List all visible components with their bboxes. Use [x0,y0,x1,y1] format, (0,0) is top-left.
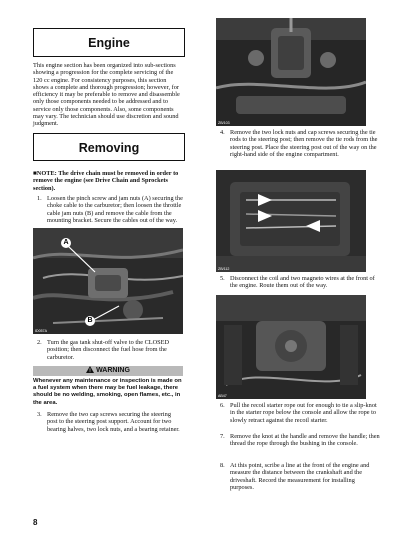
steering-post-photo [216,18,366,126]
note-prefix: ■NOTE: [33,170,57,177]
step-2 [37,339,183,361]
callout-a-label: A [63,239,69,246]
step-number: 4. [220,129,225,136]
step-text: At this point, scribe a line at the front of the engine and measure the distance between the crankshaft and the driveshaft. Record the measurement for installing purposes. [230,462,370,491]
callout-a [61,238,71,248]
magneto-wires-photo [216,170,366,272]
callout-b-label: B [87,317,93,324]
removing-heading-box [33,133,185,161]
engine-heading-box [33,28,185,57]
step-number: 7. [220,433,225,440]
photo1-id: ID057A [35,329,47,333]
step-text: Remove the two lock nuts and cap screws securing the tie rods to the steering post; then remove the tie rods from the steering post. Place the steering post out of the way on the right-hand side of the engine compartment. [230,129,378,158]
engine-heading: Engine [88,36,130,50]
page-number: 8 [33,518,38,527]
removing-heading: Removing [78,141,140,155]
step-3 [37,411,183,433]
photo4-id: AB47 [218,394,227,398]
carburetor-photo [33,228,183,334]
step-number: 2. [37,339,42,346]
step-text: Loosen the pinch screw and jam nuts (A) securing the choke cable to the carburetor; then loosen the throttle cable jam nuts (B) and remove the cable from the mounting bracket. Secure the cables out of the way. [47,195,183,224]
step-4 [220,129,380,158]
step-number: 5. [220,275,225,282]
step-5 [220,275,380,290]
recoil-starter-photo [216,295,366,399]
step-8 [220,462,380,491]
carburetor-photo-graphic [33,228,183,334]
step-number: 6. [220,402,225,409]
step-6 [220,402,380,424]
photo3-id: ZB/112 [218,267,230,271]
intro-paragraph: This engine section has been organized into sub-sections showing a progression for the complete servicing of the 120 cc engine. For consistency purposes, this section shows a complete and thorough progression; however, for efficiency it may be preferable to remove and disassemble only those components needed to be addressed and to service only those components. Also, some components may vary. The technician should use discretion and sound judgment. [33,62,180,128]
magneto-wires-photo-graphic [216,170,366,272]
step-1 [37,195,183,224]
step-text: Remove the two cap screws securing the steering post to the steering post support. Account for two bearing halves, two lock nuts, and a bearing retainer. [47,411,180,433]
warning-heading: WARNING [96,367,130,374]
warning-box [33,366,183,407]
callout-b [85,316,95,326]
step-number: 3. [37,411,42,418]
warning-text: Whenever any maintenance or inspection is made on a fuel system when there may be fuel leakage, there should be no welding, smoking, open flames, etc., in the area. [33,378,182,406]
warning-header [33,366,183,376]
step-7 [220,433,380,448]
step-number: 1. [37,195,42,202]
recoil-starter-photo-graphic [216,295,366,399]
step-number: 8. [220,462,225,469]
step-text: Turn the gas tank shut-off valve to the CLOSED position; then disconnect the fuel hose from the carburetor. [47,339,170,361]
step-text: Pull the recoil starter rope out for enough to tie a slip-knot in the starter rope below the console and allow the rope to slowly retract against the recoil starter. [230,402,377,424]
warning-triangle-icon [86,366,94,373]
photo2-id: ZB/103 [218,121,230,125]
drive-chain-note [33,170,183,192]
steering-post-photo-graphic [216,18,366,126]
step-text: Disconnect the coil and two magneto wires at the front of the engine. Route them out of the way. [230,275,375,290]
step-text: Remove the knot at the handle and remove the handle; then thread the rope through the bushing in the console. [230,433,380,448]
note-text: The drive chain must be removed in order to remove the engine (see Drive Chain and Sprockets section). [33,170,179,192]
